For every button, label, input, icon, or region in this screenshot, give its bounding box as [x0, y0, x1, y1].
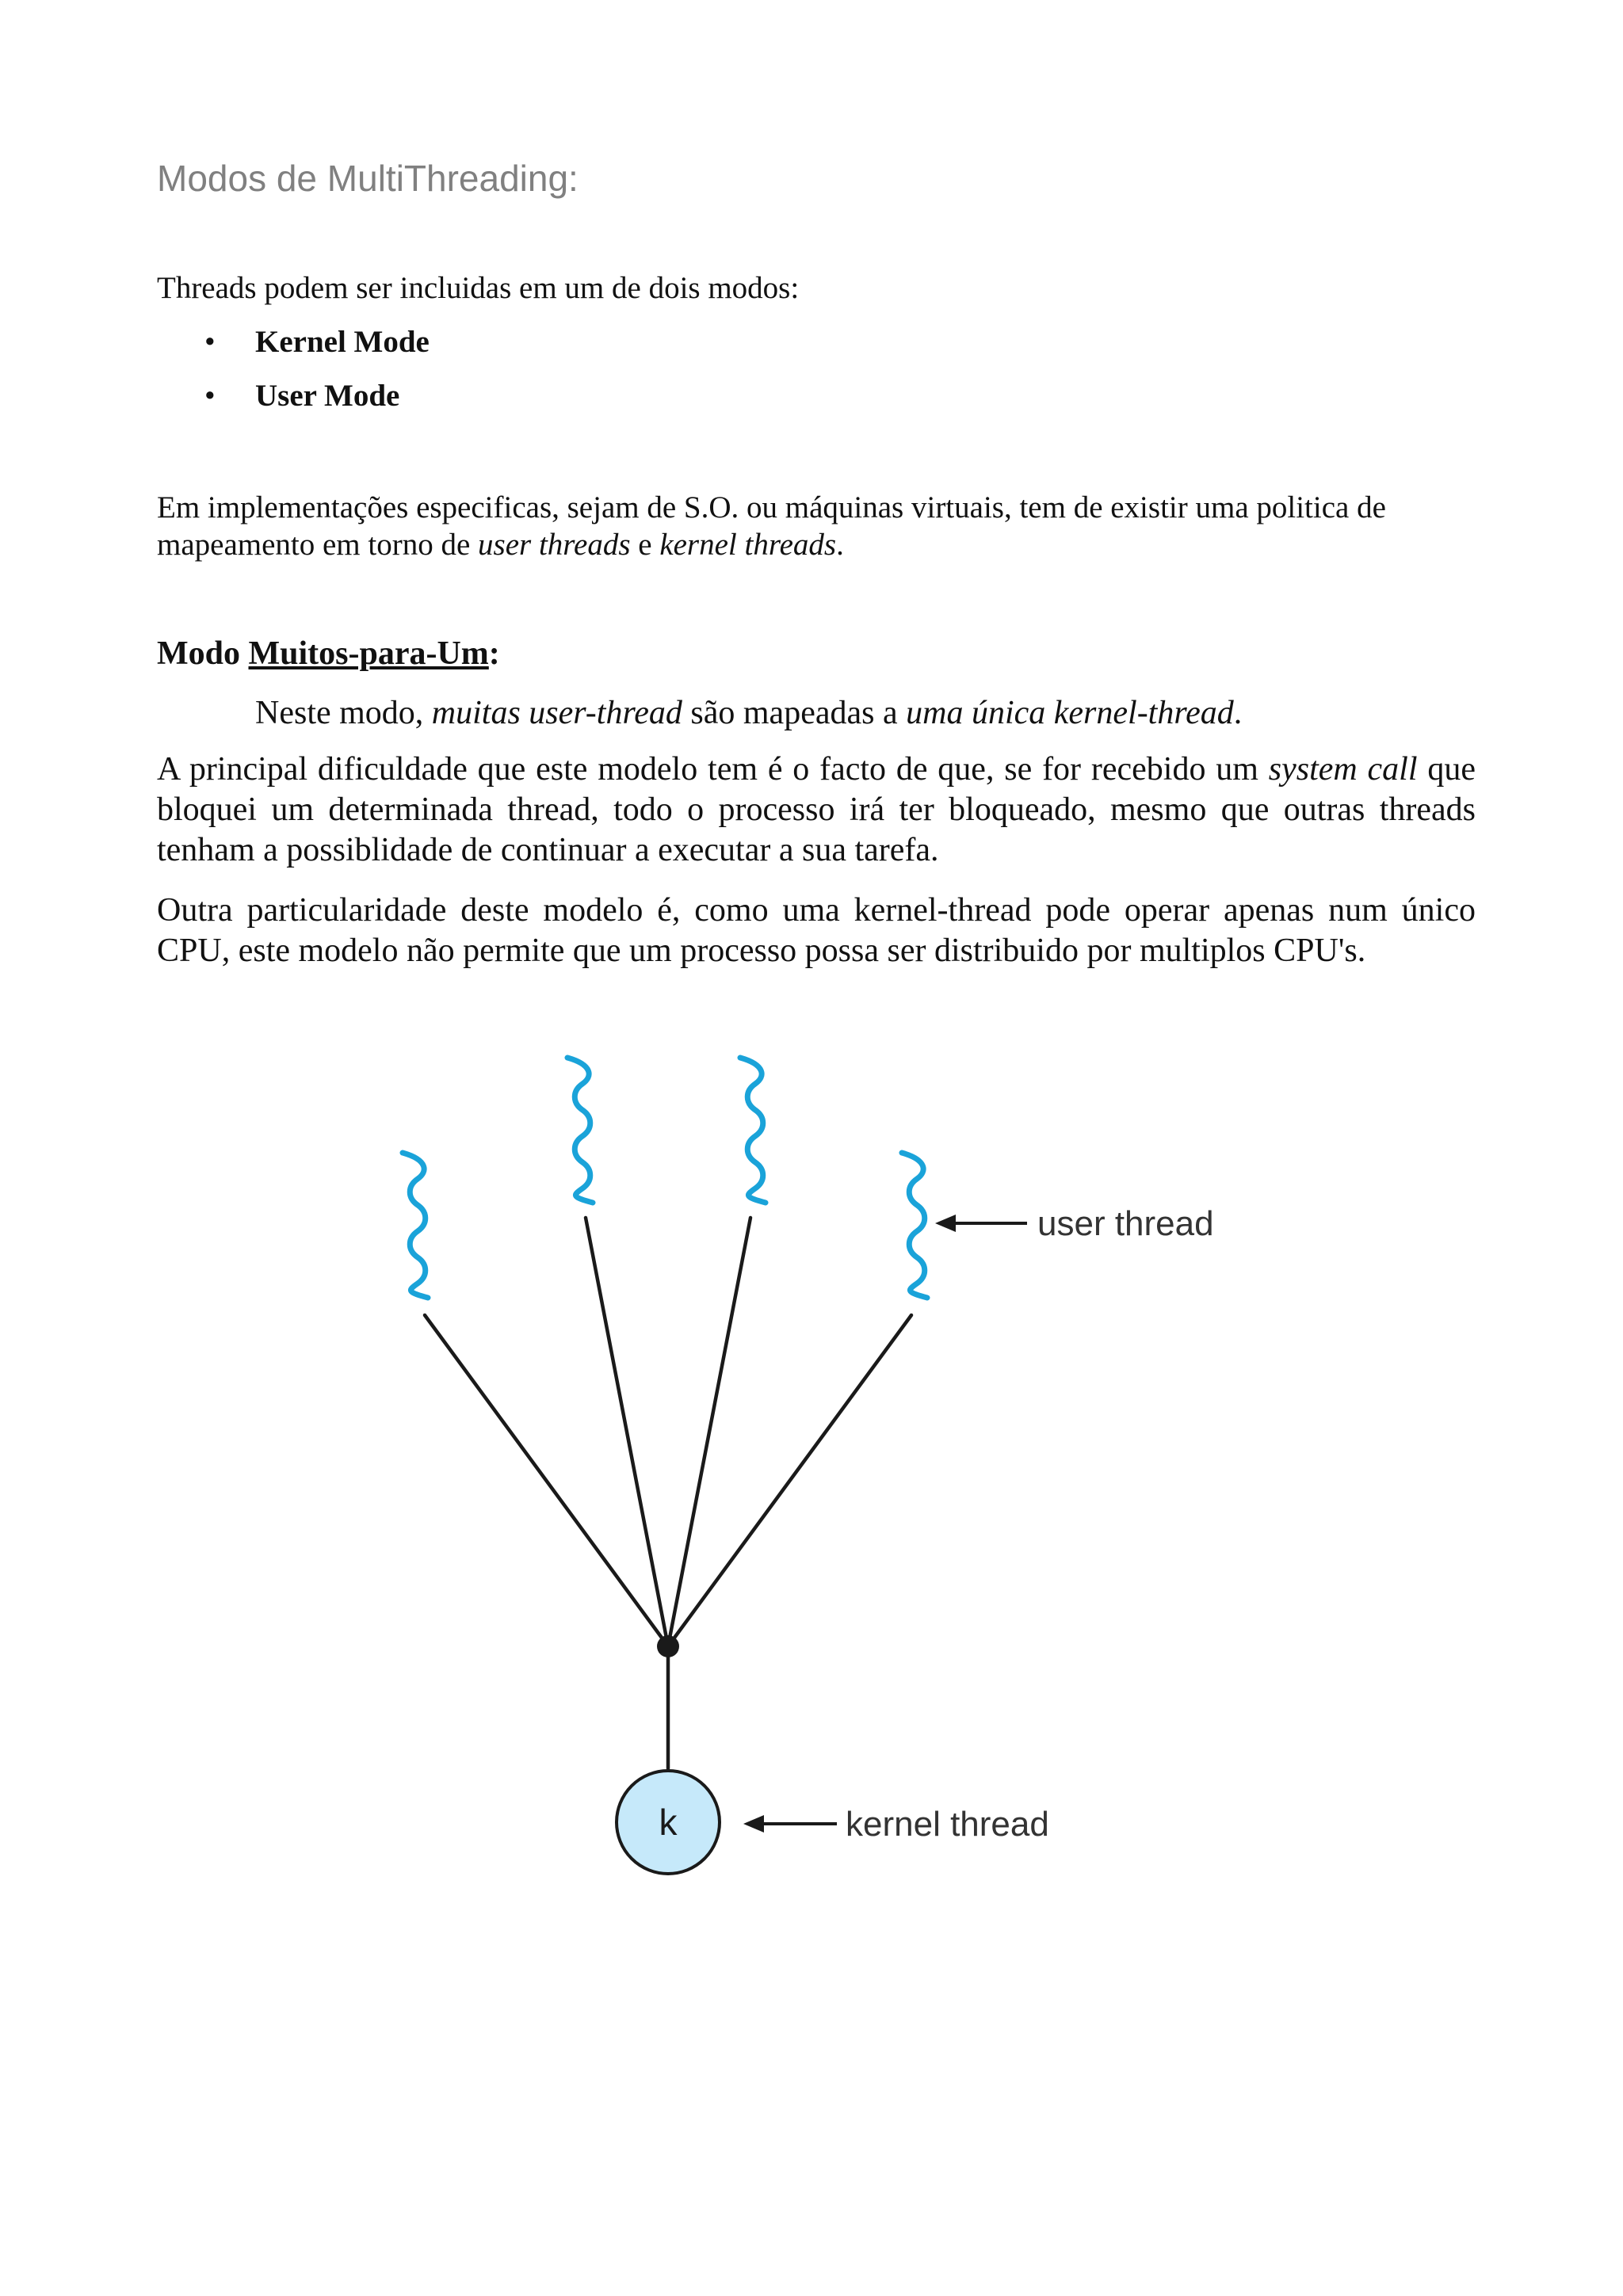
other-paragraph: Outra particularidade deste modelo é, como uma kernel-thread pode operar apenas num único CPU, este modelo não permite que um processo possa ser distribuido por multiplos CPU's.	[157, 892, 1476, 969]
difficulty-text: que bloquei um determinada thread, todo o processo irá ter bloqueado, mesmo que outras threads tenham a possiblidade de continuar a executar a sua tarefa.	[157, 751, 1476, 868]
difficulty-text: A principal dificuldade que este modelo tem é o facto de que, se for recebido um	[157, 751, 1269, 788]
section-heading-underlined: Muitos-para-Um	[248, 635, 489, 672]
section-heading-prefix: Modo	[157, 635, 249, 672]
mapping-line	[425, 1315, 668, 1646]
mode-label: Kernel Mode	[255, 325, 430, 359]
user-thread-wave-icon	[403, 1153, 428, 1298]
lead-text: .	[1233, 695, 1243, 731]
kernel-node-letter: k	[659, 1802, 678, 1843]
mode-label: User Mode	[255, 379, 400, 413]
mapping-line	[668, 1218, 750, 1646]
thread-mapping-lines	[425, 1218, 911, 1768]
bullet: •	[204, 325, 216, 359]
user-thread-annotation	[935, 1204, 1214, 1243]
bullet: •	[204, 379, 216, 413]
user-thread-wave-icon	[902, 1153, 927, 1298]
junction-dot	[657, 1635, 679, 1657]
mapping-line	[586, 1218, 668, 1646]
user-thread-wave-icon	[567, 1058, 593, 1203]
user-thread-wave-icon	[740, 1058, 766, 1203]
lead-emphasis: muitas user-thread	[431, 695, 682, 731]
lead-text: são mapeadas a	[682, 695, 907, 731]
kernel-thread-label: kernel thread	[846, 1805, 1049, 1844]
lead-emphasis: uma única kernel-thread	[906, 695, 1234, 731]
arrow-left-icon	[743, 1815, 764, 1833]
implementation-text: Em implementações especificas, sejam de S.O. ou máquinas virtuais, tem de existir uma politica de mapeamento em torno de	[157, 490, 1386, 562]
kernel-thread-annotation	[743, 1805, 1049, 1844]
intro-paragraph: Threads podem ser incluidas em um de dois modos:	[157, 271, 800, 305]
implementation-emphasis: kernel threads	[659, 528, 837, 562]
implementation-text: e	[630, 528, 660, 562]
implementation-emphasis: user threads	[478, 528, 631, 562]
mapping-line	[668, 1315, 911, 1646]
user-thread-waves	[403, 1058, 927, 1298]
difficulty-emphasis: system call	[1268, 751, 1418, 788]
implementation-text: .	[836, 528, 844, 562]
user-thread-label: user thread	[1037, 1204, 1214, 1243]
page-title: Modos de MultiThreading:	[157, 158, 579, 199]
arrow-left-icon	[935, 1215, 956, 1232]
section-heading-suffix: :	[488, 635, 500, 672]
lead-text: Neste modo,	[255, 695, 432, 731]
